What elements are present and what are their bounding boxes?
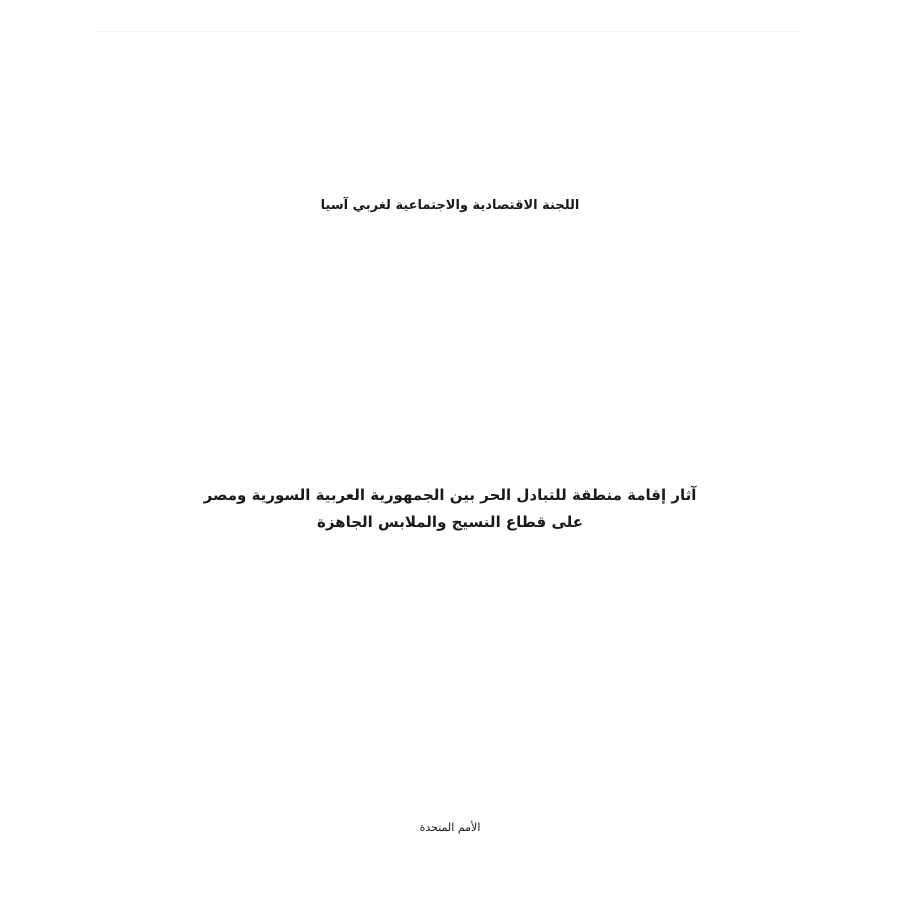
document-title <box>0 482 900 536</box>
title-line-1: آثار إقامة منطقة للتبادل الحر بين الجمهورية العربية السورية ومصر <box>203 486 697 504</box>
top-divider <box>98 31 802 32</box>
publisher-name: الأمم المتحدة <box>419 821 481 834</box>
organization-name: اللجنة الاقتصادية والاجتماعية لغربي آسيا <box>320 198 580 213</box>
title-line-2: على قطاع النسيج والملابس الجاهزة <box>316 513 584 531</box>
